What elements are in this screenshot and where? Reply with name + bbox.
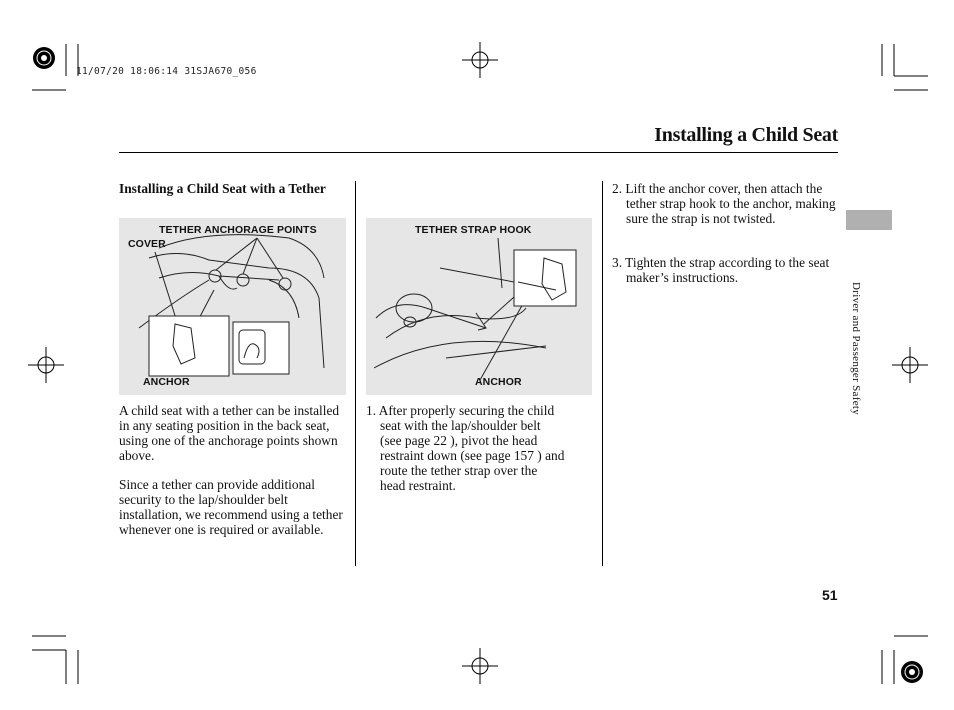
chapter-tab <box>846 210 892 230</box>
page-number: 51 <box>822 587 838 603</box>
head-restraint-illustration <box>366 218 592 395</box>
figure-tether-anchorage <box>119 218 346 395</box>
label-tether-strap-hook: TETHER STRAP HOOK <box>415 224 532 236</box>
step-3: 3. Tighten the strap according to the seat maker’s instructions. <box>612 255 830 285</box>
step-1-line: route the tether strap over the <box>380 463 538 478</box>
column-divider <box>602 181 603 566</box>
print-info: 11/07/20 18:06:14 31SJA670_056 <box>76 66 257 77</box>
label-anchor: ANCHOR <box>143 376 190 388</box>
paragraph-intro: A child seat with a tether can be installed in any seating position in the back seat, using one of the anchorage points shown above. <box>119 403 340 463</box>
step-1-line: (see page 22 ), pivot the head <box>380 433 538 448</box>
column-divider <box>355 181 356 566</box>
page-title: Installing a Child Seat <box>654 124 838 146</box>
step-1-line: seat with the lap/shoulder belt <box>380 418 541 433</box>
label-tether-anchorage-points: TETHER ANCHORAGE POINTS <box>159 224 317 236</box>
step-1 <box>366 403 596 493</box>
step-1-line: head restraint. <box>380 478 456 493</box>
chapter-tab-label: Driver and Passenger Safety <box>850 282 862 416</box>
step-1-line: 1. After properly securing the child <box>366 403 555 418</box>
paragraph-recommendation: Since a tether can provide additional security to the lap/shoulder belt installation, we recommend using a tether whenever one is required or available. <box>119 477 343 537</box>
step-1-line: restraint down (see page 157 ) and <box>380 448 565 463</box>
figure-tether-strap-hook <box>366 218 592 395</box>
section-heading: Installing a Child Seat with a Tether <box>119 181 326 196</box>
title-rule <box>119 152 838 153</box>
label-anchor: ANCHOR <box>475 376 522 388</box>
step-2: 2. Lift the anchor cover, then attach the tether strap hook to the anchor, making sure the strap is not twisted. <box>612 181 836 226</box>
label-cover: COVER <box>128 238 166 250</box>
